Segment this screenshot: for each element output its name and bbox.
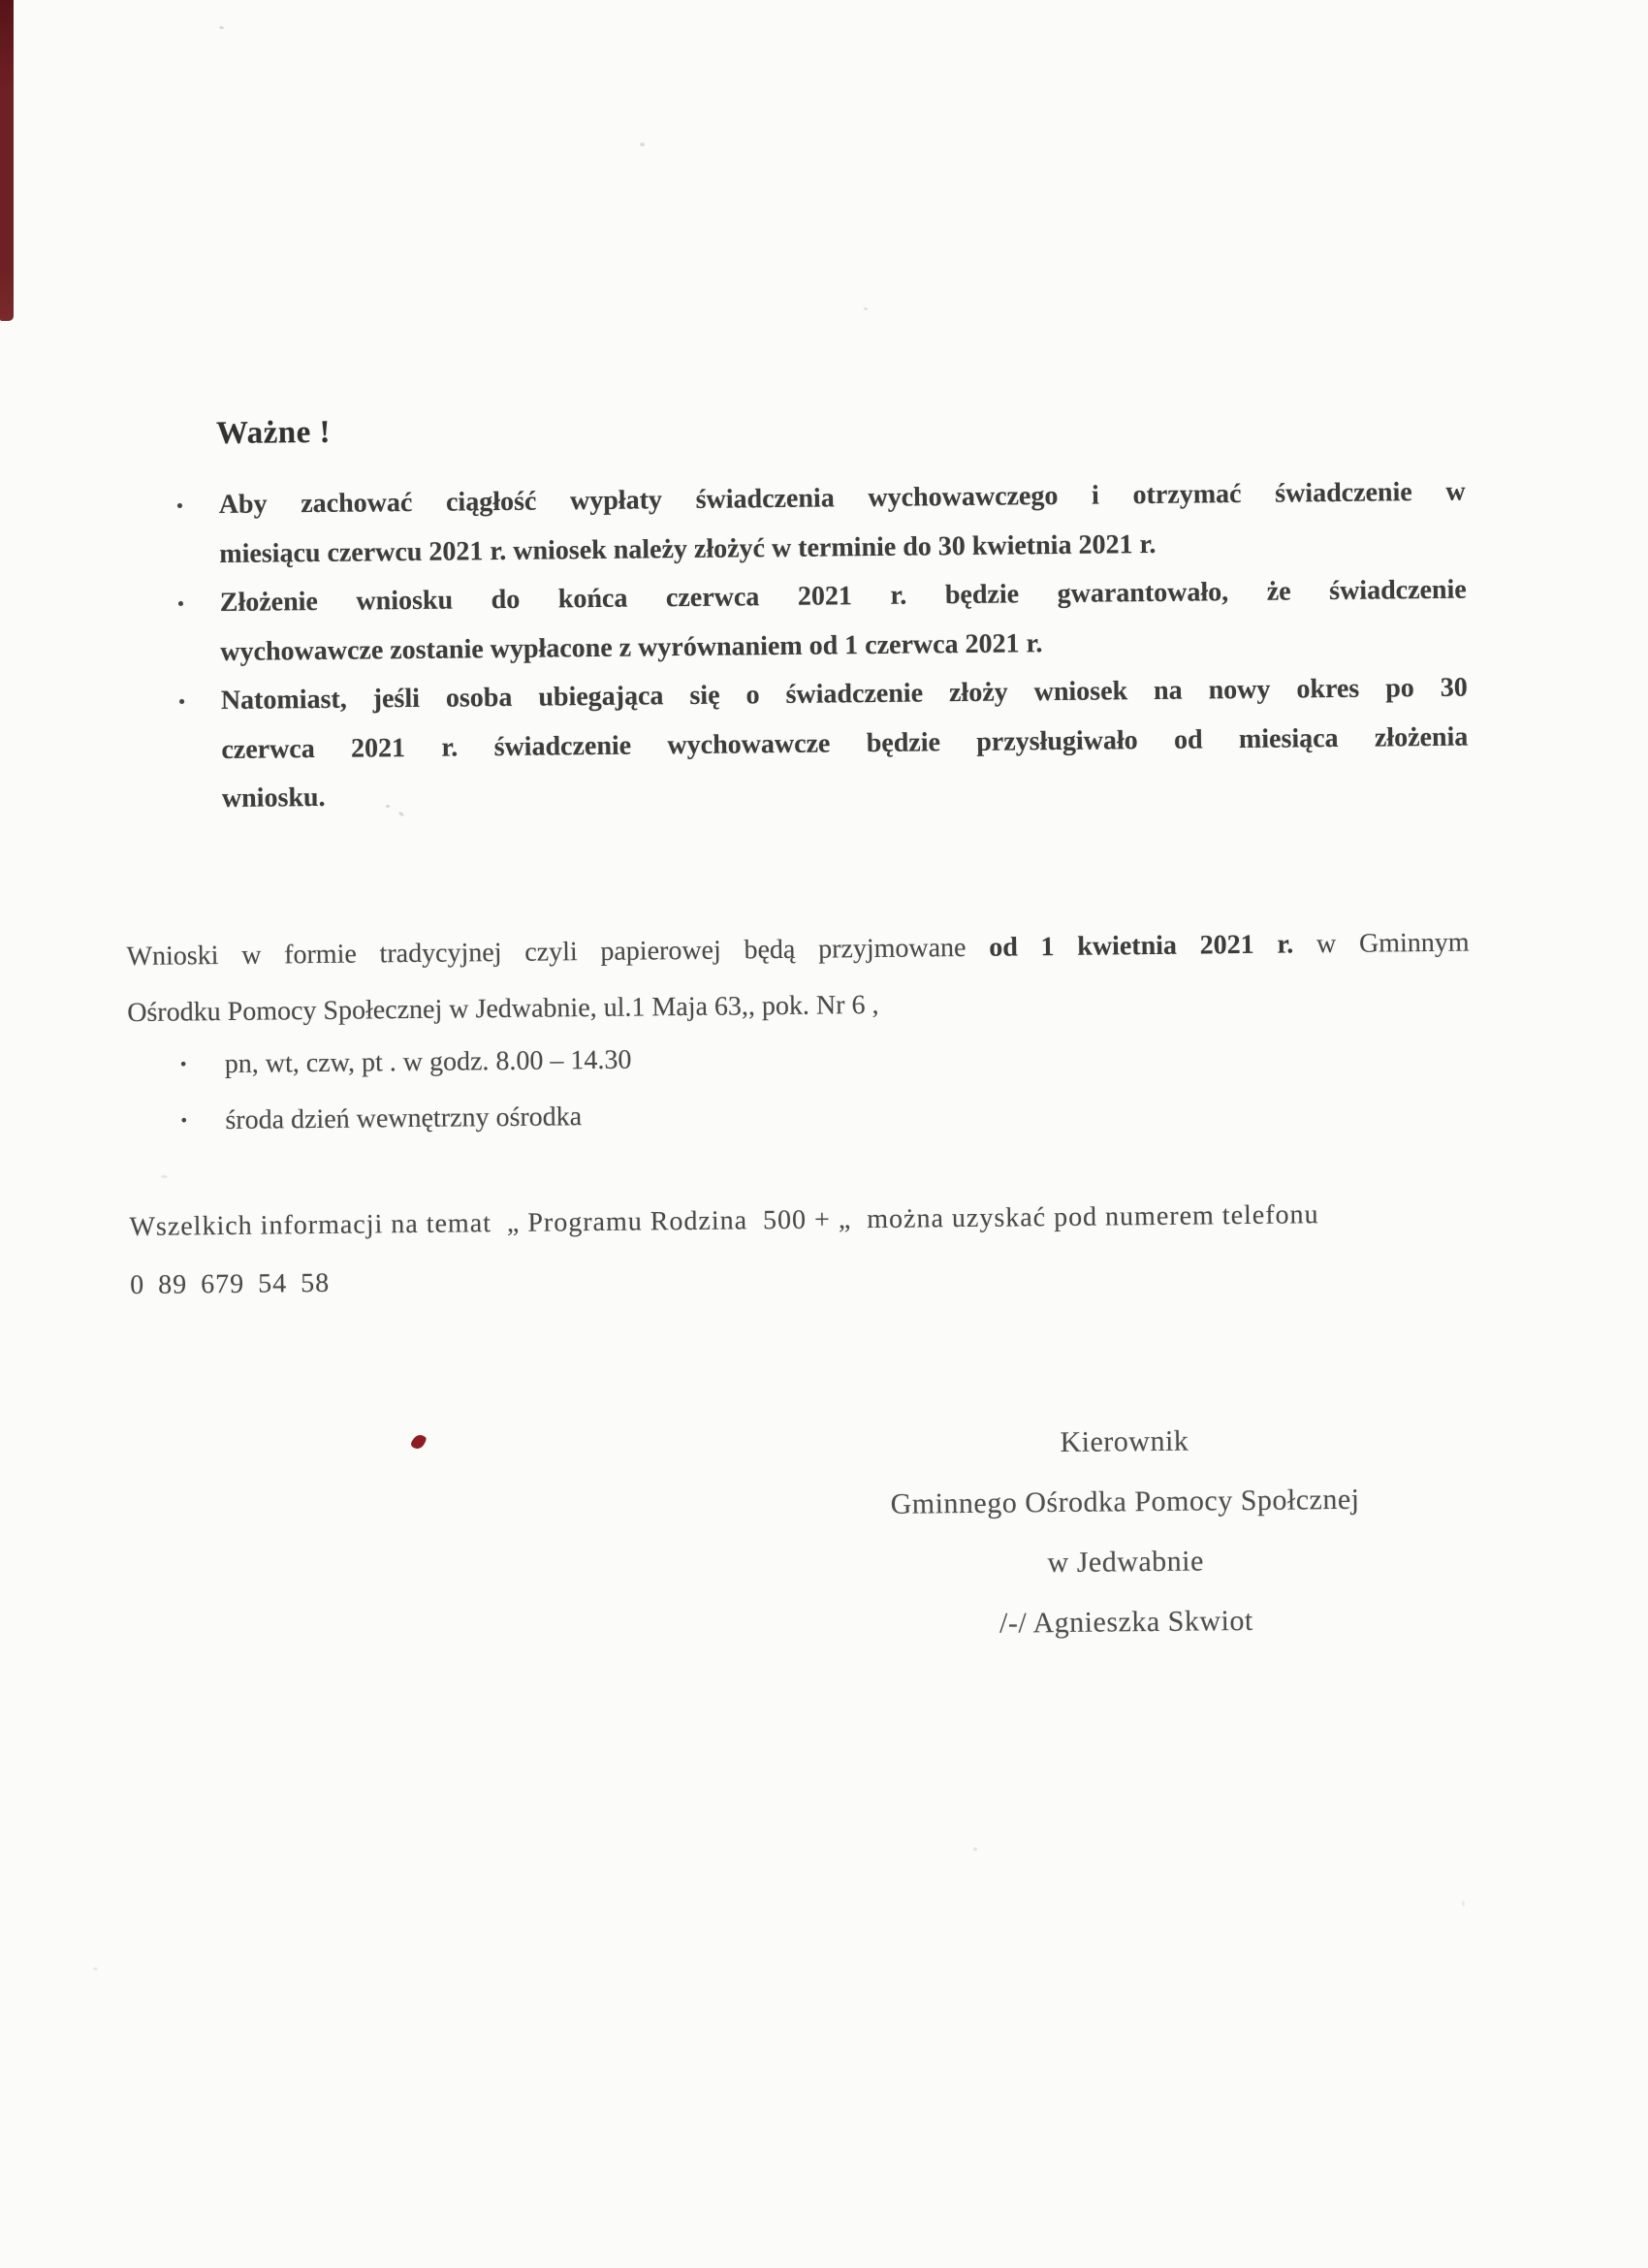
bullet-line: wniosku. [221, 782, 326, 815]
text-run: w Gminnym [1293, 927, 1470, 960]
bullet-marker: • [180, 1110, 188, 1132]
important-bullet-list [174, 468, 1469, 824]
bullet-item [176, 664, 1470, 824]
signature-title: Kierownik [1060, 1424, 1189, 1459]
bold-date-run: od 1 kwietnia 2021 r. [989, 929, 1294, 963]
office-hours-list [177, 1025, 1293, 1149]
phone-paragraph [129, 1184, 1516, 1315]
bullet-marker: • [175, 494, 184, 518]
bullet-marker: • [177, 689, 186, 714]
bullet-line: Natomiast, jeśli osoba ubiegająca się o świadczenie złoży wniosek na nowy okres po 30 [220, 672, 1468, 717]
phone-number: 0 89 679 54 58 [130, 1267, 331, 1301]
signature-signed-by: /-/ Agnieszka Skwiot [998, 1604, 1253, 1640]
page-heading: Ważne ! [215, 414, 332, 452]
submission-paragraph [126, 915, 1470, 1041]
bullet-line: Aby zachować ciągłość wypłaty świadczenia wychowawczego i otrzymać świadczenie w [218, 476, 1466, 521]
bullet-marker: • [179, 1054, 187, 1075]
text-run: Wnioski w formie tradycyjnej czyli papierowej będą przyjmowane [126, 932, 990, 973]
bullet-marker: • [176, 591, 185, 616]
bullet-line: czerwca 2021 r. świadczenie wychowawcze będzie przysługiwało od miesiąca złożenia [221, 721, 1469, 765]
hours-item [178, 1081, 1294, 1149]
bullet-line: miesiącu czerwcu 2021 r. wniosek należy złożyć w terminie do 30 kwietnia 2021 r. [219, 528, 1157, 569]
bullet-line: Złożenie wniosku do końca czerwca 2021 r. będzie gwarantowało, że świadczenie [219, 574, 1467, 619]
signature-block [735, 1408, 1517, 1656]
signature-organization: Gminnego Ośrodka Pomocy Społcznej [890, 1483, 1360, 1520]
bullet-item [175, 566, 1468, 678]
hours-text: środa dzień wewnętrzny ośrodka [225, 1102, 583, 1136]
hours-text: pn, wt, czw, pt . w godz. 8.00 – 14.30 [224, 1044, 632, 1080]
paragraph-line: Ośrodku Pomocy Społecznej w Jedwabnie, ul.1 Maja 63,, pok. Nr 6 , [127, 989, 879, 1029]
red-ink-mark [409, 1432, 428, 1452]
signature-location: w Jedwabnie [1047, 1545, 1205, 1580]
phone-info-line: Wszelkich informacji na temat „ Programu Rodzina 500 + „ można uzyskać pod numerem telefonu [129, 1199, 1319, 1243]
bullet-line: wychowawcze zostanie wypłacone z wyrównaniem od 1 czerwca 2021 r. [220, 627, 1043, 667]
bullet-item [174, 468, 1466, 580]
